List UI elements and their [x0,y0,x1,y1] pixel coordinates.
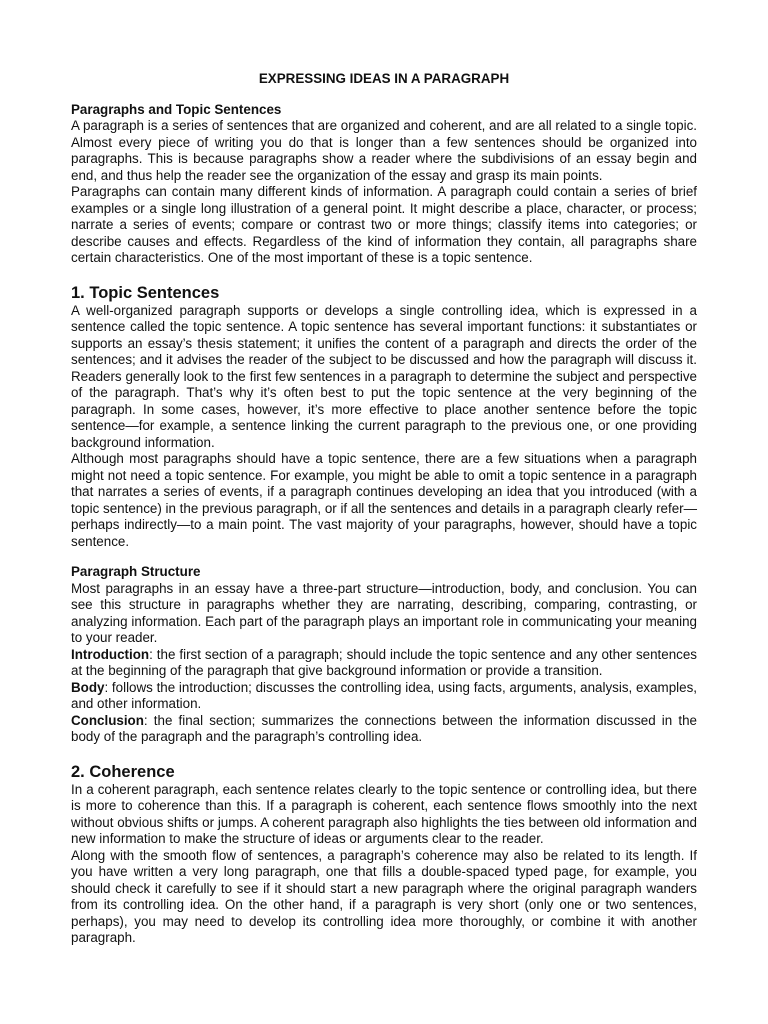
structure-part-introduction [71,647,697,680]
structure-term: Conclusion [71,712,144,728]
paragraph-structure-heading: Paragraph Structure [71,564,201,579]
structure-part-body [71,680,697,713]
coherence-paragraph-2: Along with the smooth flow of sentences, a paragraph’s coherence may also be related to its length. If you have written a very long paragraph, one that fills a double-spaced typed page, for example, you should check it carefully to see if it should start a new paragraph where the original paragraph wanders from its controlling idea. On the other hand, if a paragraph is very short (only one or two sentences, perhaps), you may need to develop its controlling idea more thoroughly, or combine it with another paragraph. [71,847,697,945]
intro-heading: Paragraphs and Topic Sentences [71,101,282,117]
topic-sentences-paragraph-1: A well-organized paragraph supports or develops a single controlling idea, which is expressed in a sentence called the topic sentence. A topic sentence has several important functions: it substantiates or supports an essay’s thesis statement; it unifies the content of a paragraph and directs the order of the sentences; and it advises the reader of the subject to be discussed and how the paragraph will discuss it. Readers generally look to the first few sentences in a paragraph to determine the subject and perspective of the paragraph. That’s why it’s often best to put the topic sentence at the very beginning of the paragraph. In some cases, however, it’s more effective to place another sentence before the topic sentence—for example, a sentence linking the current paragraph to the previous one, or one providing background information. [71,302,697,450]
structure-term: Body [71,679,105,695]
document-title: EXPRESSING IDEAS IN A PARAGRAPH [258,71,510,86]
intro-paragraph-2: Paragraphs can contain many different kinds of information. A paragraph could contain a series of brief examples or a single long illustration of a general point. It might describe a place, character, or process; narrate a series of events; compare or contrast two or more things; classify items into categories; or describe causes and effects. Regardless of the kind of information they contain, all paragraphs share certain characteristics. One of the most important of these is a topic sentence. [71,184,697,265]
intro-paragraph-1: A paragraph is a series of sentences that are organized and coherent, and are all related to a single topic. Almost every piece of writing you do that is longer than a few sentences should be organized into paragraphs. This is because paragraphs show a reader where the subdivisions of an essay begin and end, and thus help the reader see the organization of the essay and grasp its main points. [71,118,697,183]
coherence-heading: 2. Coherence [71,762,175,781]
paragraph-structure-paragraph: Most paragraphs in an essay have a three-part structure—introduction, body, and conclusion. You can see this structure in paragraphs whether they are narrating, describing, comparing, contrasting, or analyzing information. Each part of the paragraph plays an important role in communicating your meaning to your reader. [71,580,697,645]
document-page [71,66,697,947]
structure-definition: : the first section of a paragraph; should include the topic sentence and any other sentences at the beginning of the paragraph that give background information or provide a transition. [71,646,697,678]
coherence-paragraph-1: In a coherent paragraph, each sentence relates clearly to the topic sentence or controlling idea, but there is more to coherence than this. If a paragraph is coherent, each sentence flows smoothly into the next without obvious shifts or jumps. A coherent paragraph also highlights the ties between old information and new information to make the structure of ideas or arguments clear to the reader. [71,781,697,846]
topic-sentences-paragraph-2: Although most paragraphs should have a topic sentence, there are a few situations when a paragraph might not need a topic sentence. For example, you might be able to omit a topic sentence in a paragraph that narrates a series of events, if a paragraph continues developing an idea that you introduced (with a topic sentence) in the previous paragraph, or if all the sentences and details in a paragraph clearly refer—perhaps indirectly—to a main point. The vast majority of your paragraphs, however, should have a topic sentence. [71,451,697,549]
structure-definition: : the final section; summarizes the connections between the information discussed in the body of the paragraph and the paragraph’s controlling idea. [71,712,697,744]
structure-part-conclusion [71,713,697,746]
structure-term: Introduction [71,646,150,662]
topic-sentences-heading: 1. Topic Sentences [71,283,220,302]
structure-definition: : follows the introduction; discusses the controlling idea, using facts, arguments, analysis, examples, and other information. [71,679,697,711]
